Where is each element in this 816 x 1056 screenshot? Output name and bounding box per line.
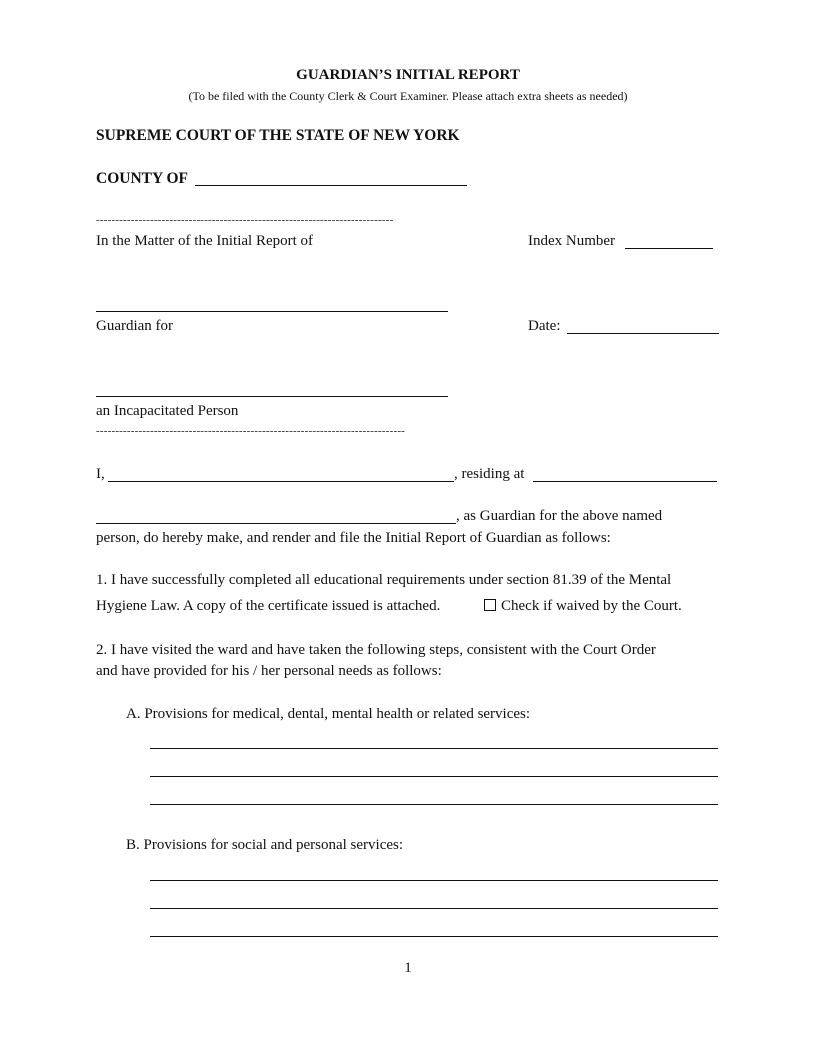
form-subtitle: (To be filed with the County Clerk & Court Examiner. Please attach extra sheets as needed): [188, 89, 628, 103]
guardian-name-field[interactable]: [96, 297, 448, 312]
section-a-line-3[interactable]: [150, 790, 718, 805]
as-guardian-text: , as Guardian for the above named: [456, 508, 663, 524]
incapacitated-person-label: an Incapacitated Person: [96, 403, 239, 419]
date-field[interactable]: [567, 319, 719, 334]
item2-line-2: and have provided for his / her personal needs as follows:: [96, 663, 442, 679]
declarant-name-field[interactable]: [108, 467, 454, 482]
section-b-line-1[interactable]: [150, 866, 718, 881]
item1-line-2: Hygiene Law. A copy of the certificate issued is attached.: [96, 598, 441, 614]
declaration-i-label: I,: [96, 466, 105, 482]
section-b-label: B. Provisions for social and personal services:: [126, 837, 404, 853]
index-number-field[interactable]: [625, 234, 713, 249]
declaration-line-2: person, do hereby make, and render and file the Initial Report of Guardian as follows:: [96, 530, 611, 546]
matter-label: In the Matter of the Initial Report of: [96, 233, 314, 249]
section-a-label: A. Provisions for medical, dental, mental health or related services:: [126, 706, 531, 722]
county-label: COUNTY OF: [96, 170, 188, 187]
waived-checkbox-group[interactable]: [484, 598, 682, 615]
section-b-line-2[interactable]: [150, 894, 718, 909]
county-field[interactable]: [195, 171, 467, 186]
court-name: SUPREME COURT OF THE STATE OF NEW YORK: [96, 127, 460, 144]
page-number: 1: [404, 960, 412, 976]
residence-field[interactable]: [533, 467, 717, 482]
guardian-for-label: Guardian for: [96, 318, 174, 334]
section-a-line-1[interactable]: [150, 734, 718, 749]
separator-top: -----------------------------------------------------------------------------: [96, 214, 394, 226]
waived-checkbox[interactable]: [484, 599, 496, 611]
form-title: GUARDIAN’S INITIAL REPORT: [296, 67, 520, 83]
address-continuation-field[interactable]: [96, 509, 456, 524]
item2-line-1: 2. I have visited the ward and have taken the following steps, consistent with the Court Order: [96, 642, 656, 658]
section-a-line-2[interactable]: [150, 762, 718, 777]
incapacitated-person-name-field[interactable]: [96, 382, 448, 397]
waived-checkbox-label: Check if waived by the Court.: [501, 598, 682, 614]
item1-line-1: 1. I have successfully completed all educational requirements under section 81.39 of the Mental: [96, 572, 672, 588]
date-label: Date:: [528, 318, 561, 334]
residing-at-label: , residing at: [454, 466, 525, 482]
index-number-label: Index Number: [528, 233, 616, 249]
section-b-line-3[interactable]: [150, 922, 718, 937]
separator-bottom: --------------------------------------------------------------------------------: [96, 425, 406, 437]
